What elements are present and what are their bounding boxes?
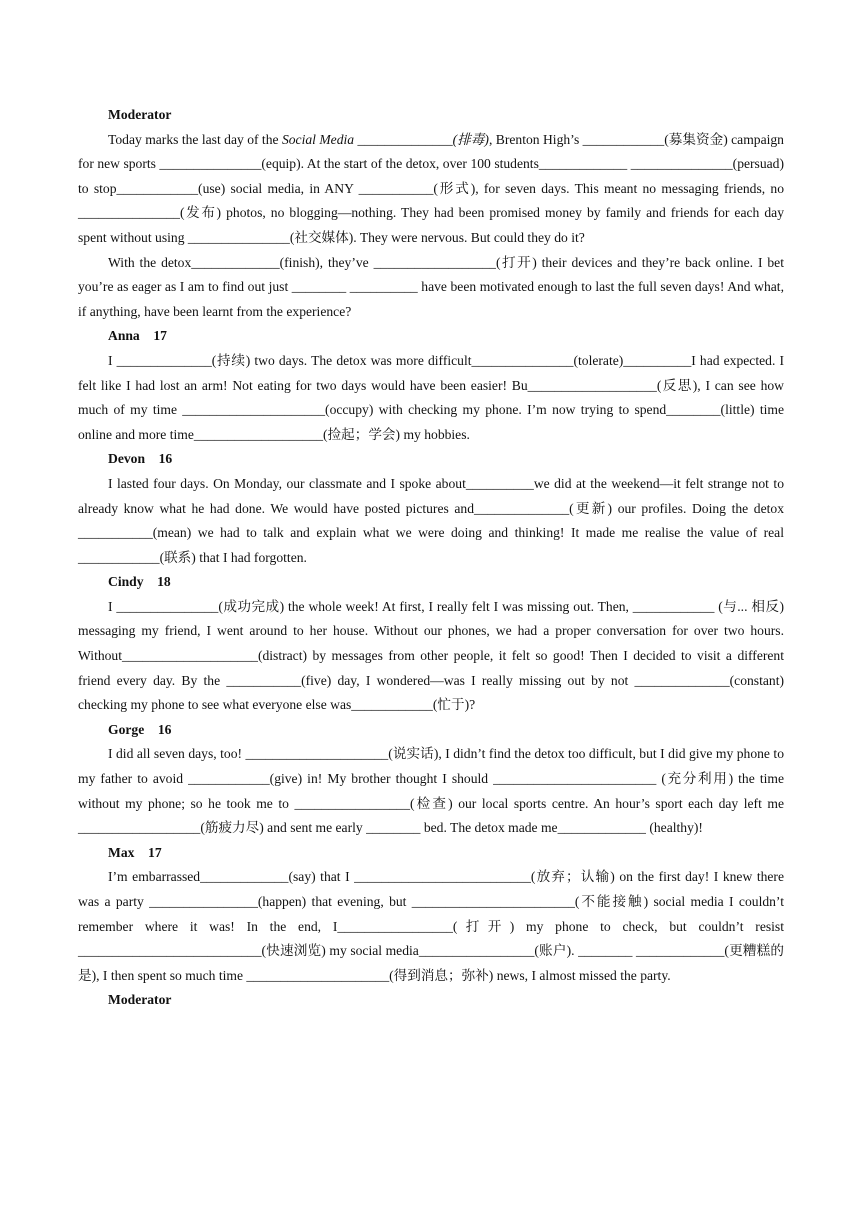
text-run: Today marks the last day of the: [108, 131, 282, 147]
text-run: I _______________(成功完成) the whole week! At first, I really felt I was missing out. Then, ____________ (与... 相反) messaging my friend, I went around to her house. Without our phones, we had a proper conversation for over two hours. Without____________________(distract) by messages from other people, it felt so good! Then I decided to visit a different friend every day. By the ___________(five) day, I wondered—was I really missing out by not ______________(constant) checking my phone to see what everyone else was____________(忙于)?: [78, 598, 784, 713]
speaker-name: Anna 17: [108, 328, 167, 344]
text-run: I’m embarrassed_____________(say) that I __________________________(放弃；认输) on the first day! I knew there was a party ________________(happen) that evening, but ________________________(不能接触) social media I couldn’t remember where it was! In the end, I_________________(打开) my phone to check, but couldn’t resist ___________________________(快速浏览) my social media_________________(账户). ________ _____________(更糟糕的是), I then spent so much time _____________________(得到消息；弥补) news, I almost missed the party.: [78, 869, 784, 983]
speaker-name: Gorge 16: [108, 721, 172, 737]
document-body: [78, 103, 784, 1013]
text-run: (排毒): [452, 131, 489, 147]
speaker-name: Cindy 18: [108, 574, 171, 590]
text-run: ______________: [354, 131, 453, 147]
speaker-name: Moderator: [108, 992, 172, 1008]
speaker-name: Moderator: [108, 107, 172, 122]
speaker-name: Devon 16: [108, 451, 173, 467]
paragraph: [78, 595, 784, 718]
paragraph: [78, 251, 784, 325]
paragraph: [78, 128, 784, 251]
text-run: I ______________(持续) two days. The detox was more difficult_______________(tolerate)__________I had expected. I felt like I had lost an arm! Not eating for two days would have been easier! Bu___________________(反思), I can see how much of my time _____________________(occupy) with checking my phone. I’m now trying to spend________(little) time online and more time___________________(捡起；学会) my hobbies.: [78, 352, 784, 442]
text-run: I did all seven days, too! _____________________(说实话), I didn’t find the detox too difficult, but I did give my phone to my father to avoid ____________(give) in! My brother thought I should ________________________ (充分利用) the time without my phone; so he took me to _________________(检查) our local sports centre. An hour’s sport each day left me __________________(筋疲力尽) and sent me early ________ bed. The detox made me_____________ (healthy)!: [78, 746, 784, 836]
paragraph: [78, 349, 784, 447]
speaker-name: Max 17: [108, 844, 162, 860]
paragraph: [78, 742, 784, 840]
paragraph: [78, 865, 784, 988]
text-run: , Brenton High’s ____________(募集资金) campaign for new sports _______________(equip). At the start of the detox, over 100 students_____________ _______________(persuad) to stop____________(use) social media, in ANY ___________(形式), for seven days. This meant no messaging friends, no _______________(发布) photos, no blogging—nothing. They had been promised money by family and friends for each day spent without using _______________(社交媒体). They were nervous. But could they do it?: [78, 131, 784, 245]
text-run: I lasted four days. On Monday, our classmate and I spoke about__________we did at the weekend—it felt strange not to already know what he had done. We would have posted pictures and______________(更新) our profiles. Doing the detox ___________(mean) we had to talk and explain what we were doing and thinking! It made me realise the value of real ____________(联系) that I had forgotten.: [78, 475, 784, 565]
text-run: With the detox_____________(finish), they’ve __________________(打开) their devices and they’re back online. I bet you’re as eager as I am to find out just ________ __________ have been motivated enough to last the full seven days! And what, if anything, have been learnt from the experience?: [78, 254, 784, 319]
text-run: Social Media: [281, 131, 355, 147]
paragraph: [78, 472, 784, 570]
